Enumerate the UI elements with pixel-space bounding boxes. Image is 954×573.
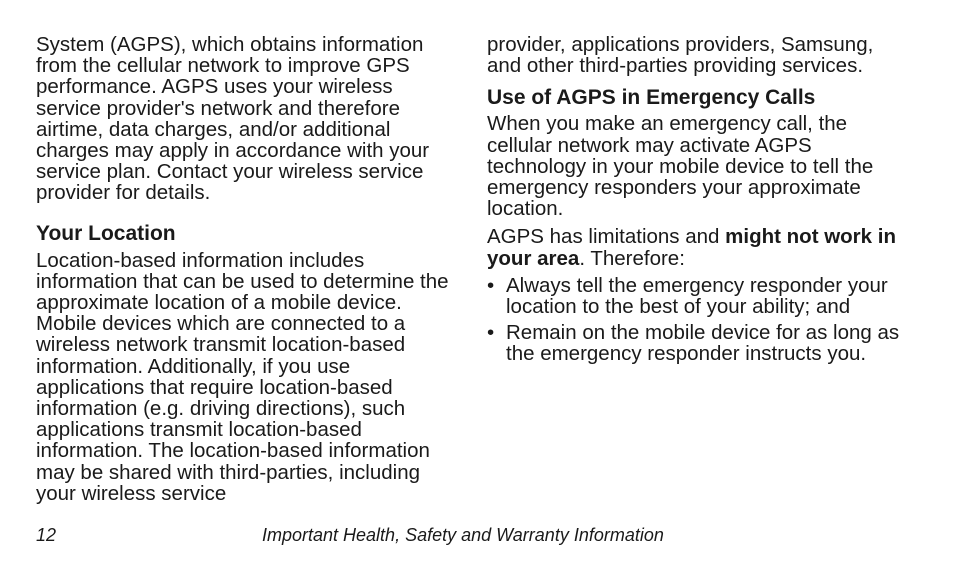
limitations-emphasis: might not work in your area: [487, 225, 896, 270]
right-column: [487, 34, 912, 370]
page-number: 12: [36, 525, 57, 545]
location-paragraph: Location-based information includes information that can be used to determine the approximate location of a mobile device. Mobile devices which are connected to a wireless network transmit location-based information. Additionally, if you use applications that require location-based information (e.g. driving directions), such applications transmit location-based information. The location-based information may be shared with third-parties, including your wireless service: [36, 248, 449, 505]
list-item: [487, 275, 912, 317]
bullet-icon: •: [487, 273, 495, 297]
your-location-heading: Your Location: [36, 221, 176, 245]
emergency-call-paragraph: When you make an emergency call, the cellular network may activate AGPS technology in your mobile device to tell the emergency responders your approximate location.: [487, 112, 874, 221]
limitations-text: AGPS has limitations and: [487, 225, 726, 249]
instructions-list: [487, 275, 912, 365]
limitations-tail: . Therefore:: [579, 246, 685, 270]
emergency-calls-heading: Use of AGPS in Emergency Calls: [487, 86, 816, 110]
list-item-text: Always tell the emergency responder your location to the best of your ability; and: [506, 273, 888, 319]
list-item-text: Remain on the mobile device for as long as the emergency responder instructs you.: [506, 321, 900, 366]
limitations-paragraph: [487, 226, 912, 268]
left-column: [36, 34, 461, 504]
bullet-icon: •: [487, 321, 495, 345]
intro-paragraph: System (AGPS), which obtains information from the cellular network to improve GPS performance. AGPS uses your wireless service provider's network and therefore airtime, data charges, and/or additional charges may apply in accordance with your service plan. Contact your wireless service provider for details.: [36, 33, 430, 205]
footer-title: Important Health, Safety and Warranty Information: [262, 525, 664, 545]
list-item: [487, 322, 912, 364]
continuation-paragraph: provider, applications providers, Samsung, and other third-parties providing services.: [487, 33, 874, 78]
